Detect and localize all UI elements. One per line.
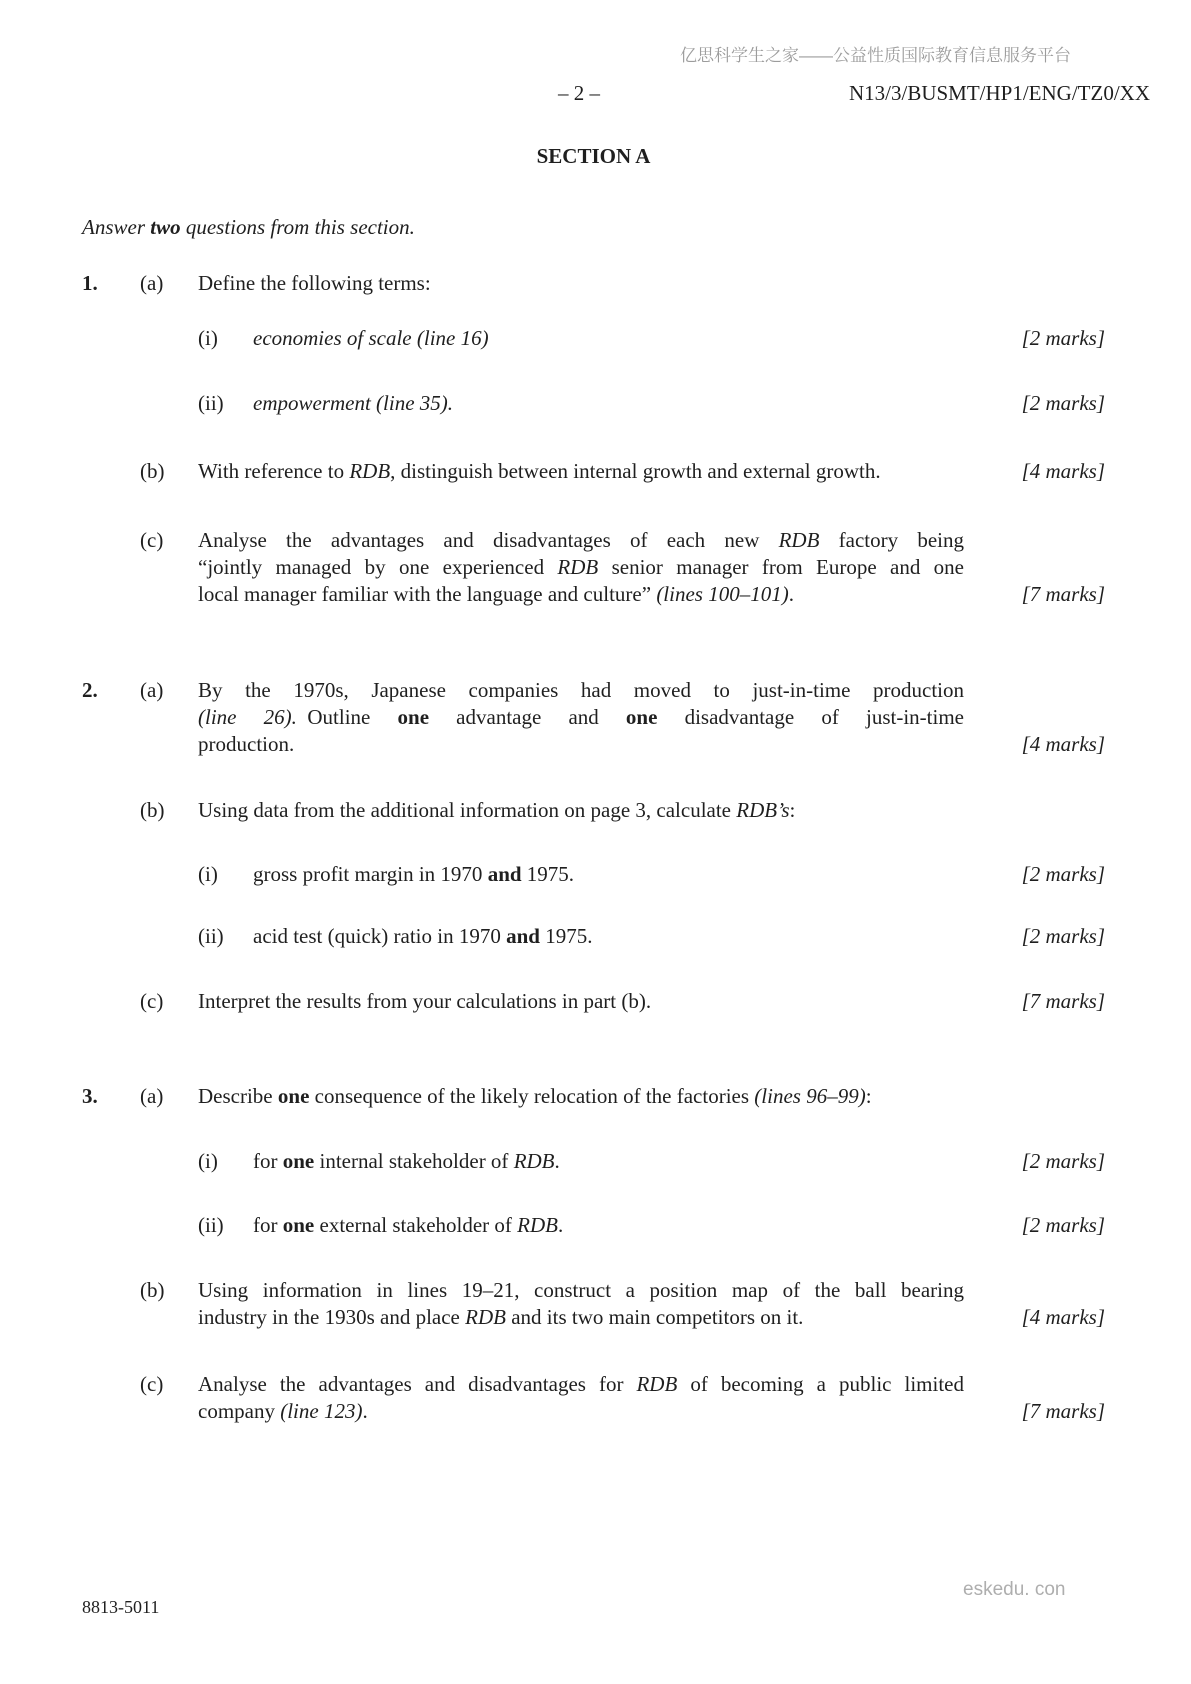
marks-badge: [7 marks] [1021, 582, 1105, 606]
marks-badge: [2 marks] [1021, 862, 1105, 886]
marks-badge: [7 marks] [1021, 989, 1105, 1013]
marks-badge: [2 marks] [1021, 1149, 1105, 1173]
marks-badge: [2 marks] [1021, 326, 1105, 350]
question-3a-label: (a) [140, 1084, 164, 1108]
question-1c-label: (c) [140, 528, 164, 552]
question-1a-ii-text: empowerment (line 35). [253, 391, 454, 415]
question-2c-text: Interpret the results from your calculations in part (b). [198, 989, 652, 1013]
paper-code: N13/3/BUSMT/HP1/ENG/TZ0/XX [848, 81, 1150, 105]
question-2c-label: (c) [140, 989, 164, 1013]
question-1b-text: With reference to RDB, distinguish between internal growth and external growth. [198, 459, 881, 483]
question-2b-ii-text: acid test (quick) ratio in 1970 and 1975. [253, 924, 593, 948]
marks-badge: [7 marks] [1021, 1399, 1105, 1423]
question-1c-line-3: local manager familiar with the language and culture” (lines 100–101). [198, 582, 794, 606]
question-3c-label: (c) [140, 1372, 164, 1396]
question-1a-label: (a) [140, 271, 164, 295]
marks-badge: [4 marks] [1021, 732, 1105, 756]
question-3b-label: (b) [140, 1278, 165, 1302]
question-1a-text: Define the following terms: [198, 271, 431, 295]
question-1-number: 1. [82, 271, 98, 295]
question-2a-label: (a) [140, 678, 164, 702]
question-2b-i-label: (i) [198, 862, 218, 886]
question-3c-line-2: company (line 123). [198, 1399, 368, 1423]
question-3-number: 3. [82, 1084, 98, 1108]
question-3c-line-1: Analyse the advantages and disadvantages for RDB of becoming a public limited [198, 1372, 964, 1396]
marks-badge: [2 marks] [1021, 924, 1105, 948]
question-3a-ii-label: (ii) [198, 1213, 224, 1237]
question-2b-label: (b) [140, 798, 165, 822]
site-watermark-footer: eskedu. con [963, 1579, 1066, 1600]
question-2b-ii-label: (ii) [198, 924, 224, 948]
question-1c-line-1: Analyse the advantages and disadvantages of each new RDB factory being [198, 528, 964, 552]
marks-badge: [2 marks] [1021, 391, 1105, 415]
question-2b-i-text: gross profit margin in 1970 and 1975. [253, 862, 575, 886]
paper-id: 8813-5011 [82, 1597, 160, 1617]
question-2a-line-2: (line 26). Outline one advantage and one disadvantage of just-in-time [198, 705, 964, 729]
question-1a-ii-label: (ii) [198, 391, 224, 415]
marks-badge: [2 marks] [1021, 1213, 1105, 1237]
question-1a-i-label: (i) [198, 326, 218, 350]
question-3a-text: Describe one consequence of the likely relocation of the factories (lines 96–99): [198, 1084, 872, 1108]
section-title: SECTION A [536, 144, 651, 168]
question-2b-text: Using data from the additional information on page 3, calculate RDB’s: [198, 798, 796, 822]
question-2a-line-1: By the 1970s, Japanese companies had moved to just-in-time production [198, 678, 964, 702]
question-2-number: 2. [82, 678, 98, 702]
question-3b-line-2: industry in the 1930s and place RDB and its two main competitors on it. [198, 1305, 804, 1329]
question-1b-label: (b) [140, 459, 165, 483]
section-instruction: Answer two questions from this section. [82, 215, 415, 239]
question-1c-line-2: “jointly managed by one experienced RDB senior manager from Europe and one [198, 555, 964, 579]
page-number: – 2 – [558, 81, 600, 105]
question-2a-line-3: production. [198, 732, 295, 756]
question-3a-i-text: for one internal stakeholder of RDB. [253, 1149, 560, 1173]
question-1a-i-text: economies of scale (line 16) [253, 326, 489, 350]
question-3b-line-1: Using information in lines 19–21, construct a position map of the ball bearing [198, 1278, 964, 1302]
marks-badge: [4 marks] [1021, 1305, 1105, 1329]
site-watermark-header: 亿思科学生之家——公益性质国际教育信息服务平台 [680, 46, 1071, 65]
question-3a-ii-text: for one external stakeholder of RDB. [253, 1213, 564, 1237]
question-3a-i-label: (i) [198, 1149, 218, 1173]
marks-badge: [4 marks] [1021, 459, 1105, 483]
